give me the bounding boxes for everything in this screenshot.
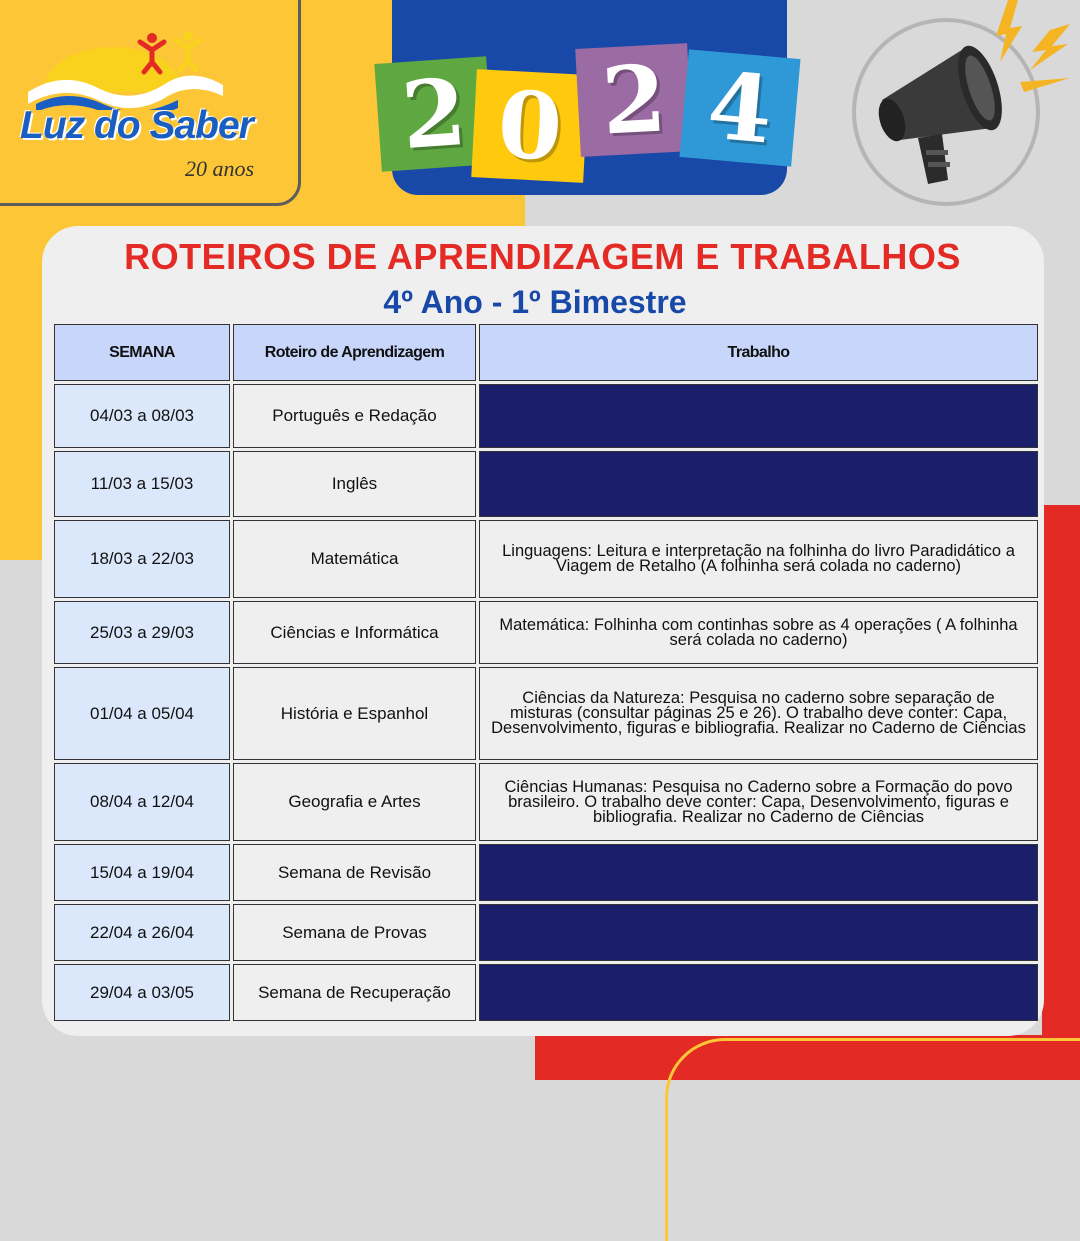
roteiro-cell: Geografia e Artes [233,763,476,841]
week-cell: 15/04 a 19/04 [54,844,230,901]
header-roteiro: Roteiro de Aprendizagem [233,324,476,381]
trabalho-cell [479,844,1038,901]
header-semana: SEMANA [54,324,230,381]
roteiro-cell: Semana de Revisão [233,844,476,901]
trabalho-cell: Linguagens: Leitura e interpretação na folhinha do livro Paradidático a Viagem de Retalho (A folhinha será colada no caderno) [479,520,1038,598]
trabalho-cell [479,384,1038,448]
roteiro-cell: Semana de Provas [233,904,476,961]
roteiro-cell: História e Espanhol [233,667,476,760]
year-digit-tile: 2 [575,43,692,157]
roteiro-cell: Inglês [233,451,476,517]
roteiro-cell: Matemática [233,520,476,598]
decorative-arc [665,1038,1080,1241]
trabalho-cell [479,451,1038,517]
roteiro-cell: Semana de Recuperação [233,964,476,1021]
lightning-icon [990,0,1080,100]
trabalho-cell [479,964,1038,1021]
week-cell: 08/04 a 12/04 [54,763,230,841]
page-title: ROTEIROS DE APRENDIZAGEM E TRABALHOS [124,236,961,277]
page-subtitle: 4º Ano - 1º Bimestre [383,284,687,320]
year-digit-tile: 4 [680,49,801,166]
week-cell: 01/04 a 05/04 [54,667,230,760]
sun-logo-icon [18,30,258,110]
header-trabalho: Trabalho [479,324,1038,381]
trabalho-cell: Ciências Humanas: Pesquisa no Caderno sobre a Formação do povo brasileiro. O trabalho deve conter: Capa, Desenvolvimento, figuras e bibliografia. Realizar no Caderno de Ciências [479,763,1038,841]
trabalho-cell: Ciências da Natureza: Pesquisa no caderno sobre separação de misturas (consultar páginas 25 e 26). O trabalho deve conter: Capa, Desenvolvimento, figuras e bibliografia. Realizar no Caderno de Ciências [479,667,1038,760]
week-cell: 25/03 a 29/03 [54,601,230,664]
year-digit-tile: 0 [471,69,588,183]
week-cell: 18/03 a 22/03 [54,520,230,598]
roteiro-cell: Ciências e Informática [233,601,476,664]
roteiro-cell: Português e Redação [233,384,476,448]
trabalho-cell [479,904,1038,961]
week-cell: 04/03 a 08/03 [54,384,230,448]
week-cell: 11/03 a 15/03 [54,451,230,517]
logo-name: Luz do Saber [20,104,253,147]
background-red-block [1042,505,1080,1080]
trabalho-cell: Matemática: Folhinha com continhas sobre as 4 operações ( A folhinha será colada no caderno) [479,601,1038,664]
logo-tagline: 20 anos [185,156,255,181]
year-digit-tile: 2 [374,56,493,172]
week-cell: 29/04 a 03/05 [54,964,230,1021]
week-cell: 22/04 a 26/04 [54,904,230,961]
